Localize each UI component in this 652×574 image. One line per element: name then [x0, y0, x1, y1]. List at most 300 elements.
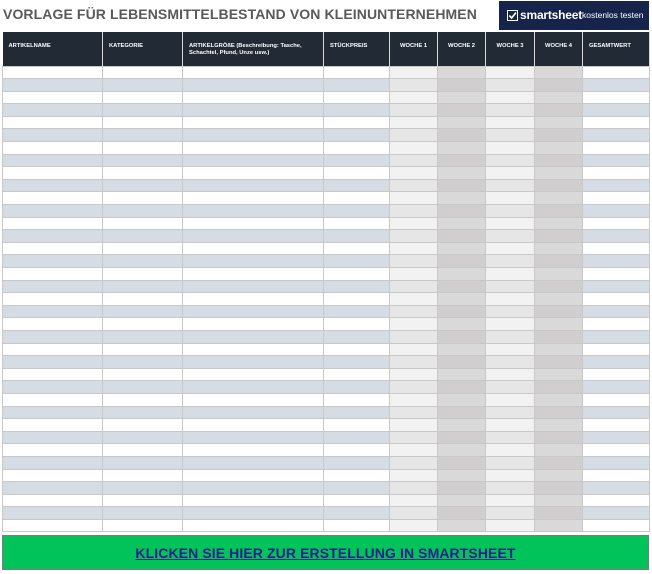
table-cell[interactable]	[103, 79, 183, 92]
table-cell[interactable]	[438, 142, 486, 155]
table-cell[interactable]	[438, 393, 486, 406]
table-cell[interactable]	[390, 444, 438, 457]
table-cell[interactable]	[103, 268, 183, 281]
table-cell[interactable]	[324, 482, 390, 495]
table-cell[interactable]	[324, 431, 390, 444]
table-cell[interactable]	[324, 104, 390, 117]
table-cell[interactable]	[3, 356, 103, 369]
table-cell[interactable]	[583, 205, 650, 218]
table-cell[interactable]	[103, 419, 183, 432]
table-cell[interactable]	[3, 318, 103, 331]
table-cell[interactable]	[438, 268, 486, 281]
table-cell[interactable]	[390, 142, 438, 155]
table-cell[interactable]	[324, 330, 390, 343]
table-cell[interactable]	[583, 469, 650, 482]
table-cell[interactable]	[583, 217, 650, 230]
table-cell[interactable]	[535, 419, 583, 432]
table-cell[interactable]	[438, 431, 486, 444]
table-cell[interactable]	[324, 444, 390, 457]
table-cell[interactable]	[486, 242, 535, 255]
table-cell[interactable]	[183, 104, 324, 117]
table-cell[interactable]	[3, 494, 103, 507]
table-cell[interactable]	[583, 79, 650, 92]
table-cell[interactable]	[486, 519, 535, 532]
table-cell[interactable]	[3, 154, 103, 167]
table-cell[interactable]	[390, 406, 438, 419]
table-cell[interactable]	[486, 154, 535, 167]
table-cell[interactable]	[103, 381, 183, 394]
table-cell[interactable]	[324, 381, 390, 394]
table-cell[interactable]	[103, 431, 183, 444]
table-cell[interactable]	[183, 230, 324, 243]
table-cell[interactable]	[390, 381, 438, 394]
table-cell[interactable]	[3, 242, 103, 255]
table-cell[interactable]	[103, 406, 183, 419]
table-cell[interactable]	[103, 205, 183, 218]
table-cell[interactable]	[583, 456, 650, 469]
table-cell[interactable]	[3, 192, 103, 205]
table-cell[interactable]	[583, 419, 650, 432]
create-in-smartsheet-link[interactable]: KLICKEN SIE HIER ZUR ERSTELLUNG IN SMARTSHEET	[135, 544, 516, 561]
table-cell[interactable]	[390, 116, 438, 129]
table-cell[interactable]	[390, 519, 438, 532]
table-cell[interactable]	[486, 66, 535, 79]
table-cell[interactable]	[583, 494, 650, 507]
table-cell[interactable]	[390, 192, 438, 205]
table-cell[interactable]	[583, 129, 650, 142]
table-cell[interactable]	[324, 293, 390, 306]
table-cell[interactable]	[3, 368, 103, 381]
table-cell[interactable]	[390, 255, 438, 268]
table-cell[interactable]	[583, 91, 650, 104]
table-cell[interactable]	[3, 205, 103, 218]
table-cell[interactable]	[535, 192, 583, 205]
table-cell[interactable]	[324, 230, 390, 243]
table-cell[interactable]	[486, 255, 535, 268]
table-cell[interactable]	[438, 318, 486, 331]
table-cell[interactable]	[324, 305, 390, 318]
table-cell[interactable]	[3, 230, 103, 243]
table-cell[interactable]	[486, 330, 535, 343]
table-cell[interactable]	[324, 217, 390, 230]
table-cell[interactable]	[535, 293, 583, 306]
table-cell[interactable]	[3, 305, 103, 318]
table-cell[interactable]	[183, 205, 324, 218]
table-cell[interactable]	[486, 268, 535, 281]
table-cell[interactable]	[583, 242, 650, 255]
table-cell[interactable]	[103, 293, 183, 306]
table-cell[interactable]	[3, 343, 103, 356]
table-cell[interactable]	[486, 217, 535, 230]
table-cell[interactable]	[583, 268, 650, 281]
table-cell[interactable]	[535, 154, 583, 167]
table-cell[interactable]	[324, 469, 390, 482]
table-cell[interactable]	[535, 431, 583, 444]
table-cell[interactable]	[324, 66, 390, 79]
table-cell[interactable]	[324, 79, 390, 92]
table-cell[interactable]	[486, 393, 535, 406]
table-cell[interactable]	[390, 318, 438, 331]
table-cell[interactable]	[583, 507, 650, 520]
table-cell[interactable]	[3, 179, 103, 192]
table-cell[interactable]	[3, 444, 103, 457]
table-cell[interactable]	[183, 431, 324, 444]
table-cell[interactable]	[183, 356, 324, 369]
table-cell[interactable]	[183, 406, 324, 419]
table-cell[interactable]	[438, 381, 486, 394]
table-cell[interactable]	[438, 192, 486, 205]
table-cell[interactable]	[535, 167, 583, 180]
table-cell[interactable]	[3, 519, 103, 532]
table-cell[interactable]	[390, 494, 438, 507]
table-cell[interactable]	[486, 142, 535, 155]
table-cell[interactable]	[183, 318, 324, 331]
table-cell[interactable]	[324, 255, 390, 268]
table-cell[interactable]	[103, 154, 183, 167]
table-cell[interactable]	[583, 368, 650, 381]
table-cell[interactable]	[486, 368, 535, 381]
table-cell[interactable]	[583, 167, 650, 180]
table-cell[interactable]	[324, 129, 390, 142]
table-cell[interactable]	[3, 116, 103, 129]
table-cell[interactable]	[103, 255, 183, 268]
table-cell[interactable]	[103, 318, 183, 331]
table-cell[interactable]	[103, 116, 183, 129]
table-cell[interactable]	[583, 406, 650, 419]
table-cell[interactable]	[438, 154, 486, 167]
table-cell[interactable]	[390, 431, 438, 444]
table-cell[interactable]	[103, 393, 183, 406]
table-cell[interactable]	[390, 179, 438, 192]
table-cell[interactable]	[103, 217, 183, 230]
table-cell[interactable]	[324, 456, 390, 469]
table-cell[interactable]	[535, 268, 583, 281]
table-cell[interactable]	[583, 444, 650, 457]
table-cell[interactable]	[438, 494, 486, 507]
table-cell[interactable]	[324, 205, 390, 218]
table-cell[interactable]	[390, 91, 438, 104]
table-cell[interactable]	[583, 330, 650, 343]
table-cell[interactable]	[183, 482, 324, 495]
table-cell[interactable]	[183, 255, 324, 268]
table-cell[interactable]	[103, 368, 183, 381]
table-cell[interactable]	[3, 129, 103, 142]
table-cell[interactable]	[486, 79, 535, 92]
table-cell[interactable]	[486, 230, 535, 243]
table-cell[interactable]	[324, 343, 390, 356]
table-cell[interactable]	[583, 230, 650, 243]
table-cell[interactable]	[486, 280, 535, 293]
table-cell[interactable]	[183, 519, 324, 532]
table-cell[interactable]	[3, 381, 103, 394]
table-cell[interactable]	[183, 330, 324, 343]
table-cell[interactable]	[535, 104, 583, 117]
table-cell[interactable]	[183, 444, 324, 457]
table-cell[interactable]	[103, 356, 183, 369]
table-cell[interactable]	[486, 456, 535, 469]
table-cell[interactable]	[535, 230, 583, 243]
table-cell[interactable]	[324, 167, 390, 180]
table-cell[interactable]	[390, 280, 438, 293]
table-cell[interactable]	[3, 330, 103, 343]
table-cell[interactable]	[535, 482, 583, 495]
table-cell[interactable]	[324, 268, 390, 281]
table-cell[interactable]	[486, 293, 535, 306]
table-cell[interactable]	[535, 393, 583, 406]
table-cell[interactable]	[3, 469, 103, 482]
table-cell[interactable]	[583, 255, 650, 268]
table-cell[interactable]	[438, 469, 486, 482]
table-cell[interactable]	[583, 179, 650, 192]
table-cell[interactable]	[324, 519, 390, 532]
table-cell[interactable]	[3, 482, 103, 495]
table-cell[interactable]	[486, 192, 535, 205]
table-cell[interactable]	[390, 217, 438, 230]
table-cell[interactable]	[3, 431, 103, 444]
table-cell[interactable]	[583, 66, 650, 79]
table-cell[interactable]	[103, 330, 183, 343]
table-cell[interactable]	[183, 368, 324, 381]
table-cell[interactable]	[183, 142, 324, 155]
table-cell[interactable]	[324, 116, 390, 129]
table-cell[interactable]	[324, 356, 390, 369]
table-cell[interactable]	[438, 242, 486, 255]
table-cell[interactable]	[103, 444, 183, 457]
table-cell[interactable]	[390, 368, 438, 381]
table-cell[interactable]	[103, 469, 183, 482]
table-cell[interactable]	[438, 217, 486, 230]
table-cell[interactable]	[486, 343, 535, 356]
table-cell[interactable]	[390, 343, 438, 356]
table-cell[interactable]	[438, 519, 486, 532]
table-cell[interactable]	[324, 318, 390, 331]
table-cell[interactable]	[103, 519, 183, 532]
table-cell[interactable]	[535, 444, 583, 457]
table-cell[interactable]	[438, 482, 486, 495]
table-cell[interactable]	[390, 507, 438, 520]
table-cell[interactable]	[183, 179, 324, 192]
table-cell[interactable]	[324, 368, 390, 381]
table-cell[interactable]	[438, 255, 486, 268]
table-cell[interactable]	[438, 79, 486, 92]
table-cell[interactable]	[486, 381, 535, 394]
table-cell[interactable]	[535, 305, 583, 318]
table-cell[interactable]	[183, 343, 324, 356]
table-cell[interactable]	[486, 419, 535, 432]
table-cell[interactable]	[390, 242, 438, 255]
table-cell[interactable]	[183, 154, 324, 167]
table-cell[interactable]	[103, 230, 183, 243]
table-cell[interactable]	[438, 419, 486, 432]
table-cell[interactable]	[583, 356, 650, 369]
table-cell[interactable]	[324, 242, 390, 255]
table-cell[interactable]	[3, 268, 103, 281]
table-cell[interactable]	[535, 255, 583, 268]
table-cell[interactable]	[438, 444, 486, 457]
table-cell[interactable]	[183, 393, 324, 406]
table-cell[interactable]	[583, 482, 650, 495]
table-cell[interactable]	[183, 469, 324, 482]
table-cell[interactable]	[183, 91, 324, 104]
table-cell[interactable]	[390, 456, 438, 469]
table-cell[interactable]	[183, 116, 324, 129]
table-cell[interactable]	[324, 280, 390, 293]
table-cell[interactable]	[324, 154, 390, 167]
table-cell[interactable]	[390, 393, 438, 406]
table-cell[interactable]	[390, 129, 438, 142]
table-cell[interactable]	[438, 507, 486, 520]
table-cell[interactable]	[535, 79, 583, 92]
table-cell[interactable]	[103, 179, 183, 192]
table-cell[interactable]	[486, 167, 535, 180]
table-cell[interactable]	[535, 330, 583, 343]
table-cell[interactable]	[390, 293, 438, 306]
table-cell[interactable]	[103, 192, 183, 205]
table-cell[interactable]	[103, 482, 183, 495]
table-cell[interactable]	[438, 406, 486, 419]
table-cell[interactable]	[535, 129, 583, 142]
table-cell[interactable]	[183, 192, 324, 205]
table-cell[interactable]	[583, 305, 650, 318]
table-cell[interactable]	[583, 431, 650, 444]
table-cell[interactable]	[183, 217, 324, 230]
table-cell[interactable]	[390, 356, 438, 369]
table-cell[interactable]	[183, 507, 324, 520]
table-cell[interactable]	[438, 167, 486, 180]
table-cell[interactable]	[3, 104, 103, 117]
table-cell[interactable]	[486, 356, 535, 369]
table-cell[interactable]	[183, 456, 324, 469]
table-cell[interactable]	[103, 305, 183, 318]
table-cell[interactable]	[3, 255, 103, 268]
table-cell[interactable]	[183, 129, 324, 142]
table-cell[interactable]	[535, 494, 583, 507]
table-cell[interactable]	[535, 381, 583, 394]
table-cell[interactable]	[3, 280, 103, 293]
table-cell[interactable]	[535, 280, 583, 293]
table-cell[interactable]	[535, 66, 583, 79]
table-cell[interactable]	[583, 116, 650, 129]
table-cell[interactable]	[103, 494, 183, 507]
table-cell[interactable]	[486, 104, 535, 117]
smartsheet-trial-banner[interactable]	[499, 1, 649, 30]
table-cell[interactable]	[103, 142, 183, 155]
create-in-smartsheet-banner[interactable]	[2, 535, 649, 570]
table-cell[interactable]	[103, 343, 183, 356]
table-cell[interactable]	[3, 406, 103, 419]
table-cell[interactable]	[390, 154, 438, 167]
table-cell[interactable]	[535, 519, 583, 532]
table-cell[interactable]	[535, 356, 583, 369]
table-cell[interactable]	[535, 205, 583, 218]
table-cell[interactable]	[390, 482, 438, 495]
table-cell[interactable]	[324, 507, 390, 520]
table-cell[interactable]	[438, 104, 486, 117]
table-cell[interactable]	[535, 406, 583, 419]
table-cell[interactable]	[103, 280, 183, 293]
table-cell[interactable]	[438, 230, 486, 243]
table-cell[interactable]	[3, 507, 103, 520]
table-cell[interactable]	[583, 381, 650, 394]
table-cell[interactable]	[583, 192, 650, 205]
table-cell[interactable]	[3, 167, 103, 180]
table-cell[interactable]	[486, 482, 535, 495]
table-cell[interactable]	[183, 167, 324, 180]
table-cell[interactable]	[486, 406, 535, 419]
table-cell[interactable]	[583, 519, 650, 532]
table-cell[interactable]	[535, 179, 583, 192]
table-cell[interactable]	[183, 79, 324, 92]
table-cell[interactable]	[183, 494, 324, 507]
table-cell[interactable]	[183, 242, 324, 255]
table-cell[interactable]	[183, 381, 324, 394]
table-cell[interactable]	[324, 192, 390, 205]
table-cell[interactable]	[438, 66, 486, 79]
table-cell[interactable]	[486, 444, 535, 457]
table-cell[interactable]	[390, 268, 438, 281]
table-cell[interactable]	[486, 205, 535, 218]
table-cell[interactable]	[486, 494, 535, 507]
table-cell[interactable]	[535, 91, 583, 104]
table-cell[interactable]	[535, 343, 583, 356]
table-cell[interactable]	[183, 268, 324, 281]
table-cell[interactable]	[583, 104, 650, 117]
table-cell[interactable]	[324, 179, 390, 192]
table-cell[interactable]	[183, 305, 324, 318]
table-cell[interactable]	[324, 406, 390, 419]
table-cell[interactable]	[390, 104, 438, 117]
table-cell[interactable]	[535, 507, 583, 520]
table-cell[interactable]	[486, 129, 535, 142]
table-cell[interactable]	[183, 419, 324, 432]
table-cell[interactable]	[3, 66, 103, 79]
table-cell[interactable]	[583, 318, 650, 331]
table-cell[interactable]	[583, 154, 650, 167]
table-cell[interactable]	[486, 431, 535, 444]
table-cell[interactable]	[438, 280, 486, 293]
table-cell[interactable]	[103, 91, 183, 104]
table-cell[interactable]	[103, 242, 183, 255]
table-cell[interactable]	[486, 116, 535, 129]
table-cell[interactable]	[486, 469, 535, 482]
table-cell[interactable]	[324, 419, 390, 432]
table-cell[interactable]	[438, 179, 486, 192]
table-cell[interactable]	[438, 356, 486, 369]
table-cell[interactable]	[183, 66, 324, 79]
table-cell[interactable]	[438, 205, 486, 218]
table-cell[interactable]	[324, 393, 390, 406]
table-cell[interactable]	[390, 419, 438, 432]
table-cell[interactable]	[390, 305, 438, 318]
table-cell[interactable]	[3, 456, 103, 469]
table-cell[interactable]	[486, 305, 535, 318]
table-cell[interactable]	[486, 318, 535, 331]
table-cell[interactable]	[486, 179, 535, 192]
table-cell[interactable]	[438, 330, 486, 343]
table-cell[interactable]	[438, 456, 486, 469]
table-cell[interactable]	[324, 91, 390, 104]
table-cell[interactable]	[583, 343, 650, 356]
table-cell[interactable]	[3, 79, 103, 92]
table-cell[interactable]	[103, 104, 183, 117]
table-cell[interactable]	[438, 91, 486, 104]
table-cell[interactable]	[535, 242, 583, 255]
table-cell[interactable]	[583, 142, 650, 155]
table-cell[interactable]	[3, 142, 103, 155]
table-cell[interactable]	[486, 507, 535, 520]
table-cell[interactable]	[438, 368, 486, 381]
table-cell[interactable]	[583, 293, 650, 306]
